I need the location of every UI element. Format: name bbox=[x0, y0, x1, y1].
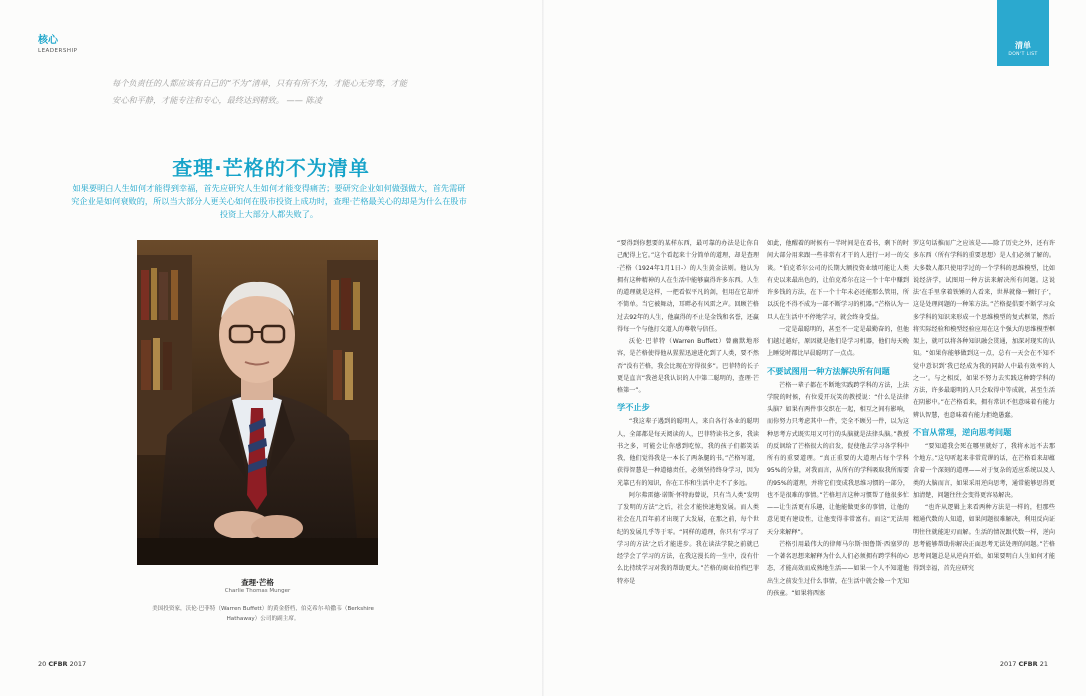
section-label-en: LEADERSHIP bbox=[38, 48, 78, 54]
folio-year: 2017 bbox=[69, 660, 87, 668]
article-title: 查理·芒格的不为清单 bbox=[172, 156, 370, 180]
folio-right bbox=[1000, 660, 1048, 668]
page-number: 20 bbox=[38, 660, 47, 668]
body-paragraph: 阿尔弗雷德·诺斯·怀特海曾说，只有当人类“发明了发明的方法”之后，社会才能快速地发展。而人类社会在几百年前才出现了大发展，在那之前，每个世纪的发展几乎等于零。“同样的道理，你只有‘学习了学习的方法’之后才能进步。我在读法学院之前就已经学会了学习的方法，在我这漫长的一生中，没有什么比持续学习对我的帮助更大。”芒格的商业拍档巴菲特亦是 bbox=[617, 491, 759, 585]
photo-caption-name: 查理·芒格 bbox=[241, 578, 274, 587]
page-gutter bbox=[542, 0, 544, 696]
portrait-photo bbox=[137, 240, 378, 565]
folio-left bbox=[38, 660, 86, 668]
body-paragraph: 一定是最聪明的，甚至不一定是最勤奋的，但他们越过越好，原因就是他们是学习机器，他们每天晚上睡觉时都比早晨聪明了一点点。 bbox=[767, 325, 909, 358]
body-paragraph: 如此，他醒着的时候有一半时间是在看书，剩下的时间大部分用来跟一些非常有才干的人进行一对一的交谈。“伯克希尔公司的长期大额投资业绩可能让人类有史以来最出色的，让伯克希尔在这一个十年中赚到许多钱的方法，在下一个十年未必还能那么管用，所以沃伦不得不成为一部不断学习的机器。”芒格认为一旦人在生活中不停地学习，就会终身受益。 bbox=[767, 240, 909, 321]
section-tab-en: DON'T LIST bbox=[1008, 52, 1038, 57]
folio-year: 2017 bbox=[999, 660, 1017, 668]
photo-caption-description: 美国投资家，沃伦·巴菲特（Warren Buffett）的黄金搭档，伯克希尔·哈撒韦（Berkshire Hathaway）公司的副主席。 bbox=[152, 606, 374, 622]
text-column-2 bbox=[767, 238, 909, 600]
intro-quote: 每个负责任的人都应该有自己的“不为”清单，只有有所不为，才能心无旁骛，才能安心和平静，才能专注和专心，最终达到精致。 —— 陈凌 bbox=[112, 78, 408, 105]
section-tab bbox=[997, 0, 1049, 66]
section-label-cn: 核心 bbox=[38, 35, 58, 46]
page-number: 21 bbox=[1039, 660, 1048, 668]
magazine-name: CFBR bbox=[48, 660, 68, 668]
text-column-1 bbox=[617, 238, 759, 588]
article-lede: 如果要明白人生如何才能得到幸福，首先应研究人生如何才能变得痛苦；要研究企业如何做强做大，首先需研究企业是如何衰败的，所以当大部分人更关心如何在股市投资上成功时，查理·芒格最关心的却是为什么在股市投资上大部分人都失败了。 bbox=[71, 183, 467, 219]
body-paragraph: “要得到你想要的某样东西，最可靠的办法是让你自己配得上它。”这个看起来十分简单的道理，却是查理·芒格（1924年1月1日-）的人生黄金法则。他认为拥有这种精神的人在生活中能够赢得许多东西。人生的道理就是这样，一把看似平凡的剑，但用在它却并不简单。当它被舞动，耳畔必有风雷之声。回顾芒格过去92年的人生，他赢得的不止是金钱和名誉，还赢得每一个与他打交道人的尊敬与信任。 bbox=[617, 240, 759, 333]
magazine-name: CFBR bbox=[1018, 660, 1038, 668]
section-label bbox=[38, 36, 77, 55]
body-paragraph: 罗这句话推而广之应该是——除了历史之外，还有许多东西（所有学科的重要思想）是人们必须了解的。大多数人都只使用学过的一个学科的思维模型，比如说经济学，试图用一种方法来解决所有问题。这说法‘在手里拿着铁锤的人看来，世界就像一颗钉子’，这是处理问题的一种笨方法。”芒格提倡要不断学习众多学科的知识来形成一个思维模型的复式框架，然后将实际经验和模型经验应用在这个强大的思维模型框架上，就可以将各种知识融会贯通，加深对现实的认知。“如果你能够做到这一点，总有一天会在不知不觉中意识到‘我已经成为我的同龄人中最有效率的人之一’。与之相反，如果不努力去实践这种跨学科的方法，许多最聪明的人只会取得中等成就，甚至生活在阴影中。”在芒格看来，拥有常识不但意味着有能力辨认智慧，也意味着有能力拒绝愚蠢。 bbox=[913, 240, 1055, 419]
body-paragraph: “也许从逻辑上来看两种方法是一样的，但那些精通代数的人知道，如果问题很难解决，利用反向证明往往就能迎刃而解。生活的情况跟代数一样，逆向思考能够帮助你解决正面思考无法处理的问题。”芒格思考问题总是从逆向开始，如果要明白人生如何才能得到幸福，首先应研究 bbox=[913, 504, 1055, 573]
body-paragraph: 沃伦·巴菲特（Warren Buffett）曾幽默地形容，是芒格使得他从猩猩迅速进化到了人类，要不然否“没有芒格，我会比现在穷得很多”。巴菲特的长子更是直言“我爸是我认识的人中第二聪明的，查理·芒格第一”。 bbox=[617, 338, 759, 394]
subheading: 学不止步 bbox=[617, 402, 650, 413]
text-column-3 bbox=[913, 238, 1055, 576]
body-paragraph: “要知道我会死在哪里就好了，我将永远不去那个地方。”这句听起来非常荒谬的话，在芒格看来却蕴含着一个深刻的道理——对于复杂的适应系统以及人类的大脑而言，如果采用逆向思考，通常能够思得更加清楚，问题往往会变得更容易解决。 bbox=[913, 442, 1055, 499]
photo-caption-en-name: Charlie Thomas Munger bbox=[224, 588, 291, 594]
portrait-illustration bbox=[137, 240, 378, 565]
subheading: 不盲从常理，逆向思考问题 bbox=[913, 426, 1012, 437]
section-tab-cn: 清单 bbox=[1015, 41, 1031, 50]
body-paragraph: 芒格引用最伟大的律师马尔斯·图鲁斯·西塞罗的一个著名思想来解释为什么人们必须拥有跨学科的心态，才能高效而成熟地生活——如果一个人不知道他出生之前发生过什么事情，在生活中就会像一个无知的孩童。“如果将西塞 bbox=[767, 540, 909, 597]
body-paragraph: 芒格一辈子都在不断地实践跨学科的方法，上法学院的时候，有位爱开玩笑的教授说：“什么是法律头脑？如果有两件事交织在一起，相互之间有影响，而你努力只考虑其中一件，完全不顾另一件，以为这种思考方式既实用又可行的头脑就是法律头脑。”教授的反讽给了芒格很大的启发，促使他去学习各学科中所有的重要道理。“真正重要的大道理占每个学科95%的分量，对我而言，从所有的学科吸取我所需要的95%的道理，并将它们变成我思维习惯的一部分，也不是很难的事情。”芒格坦言这种习惯帮了他很多忙——让生活更有乐趣，让他能做更多的事情，让他的意见更有建设性，让他变得非常富有。而这“无法用天分来解释”。 bbox=[767, 381, 909, 536]
body-paragraph: “我这辈子遇到的聪明人，来自各行各业的聪明人，全部都是每天阅读的人，巴菲特读书之多，我读书之多，可能会让你感到吃惊，我的孩子们都笑话我，他们觉得我是一本长了两条腿的书。”芒格写道，获得智慧是一种道德责任，必须坚持终身学习，因为光靠已有的知识，你在工作和生活中走不了多远。 bbox=[617, 418, 759, 487]
subheading: 不要试图用一种方法解决所有问题 bbox=[767, 365, 890, 376]
